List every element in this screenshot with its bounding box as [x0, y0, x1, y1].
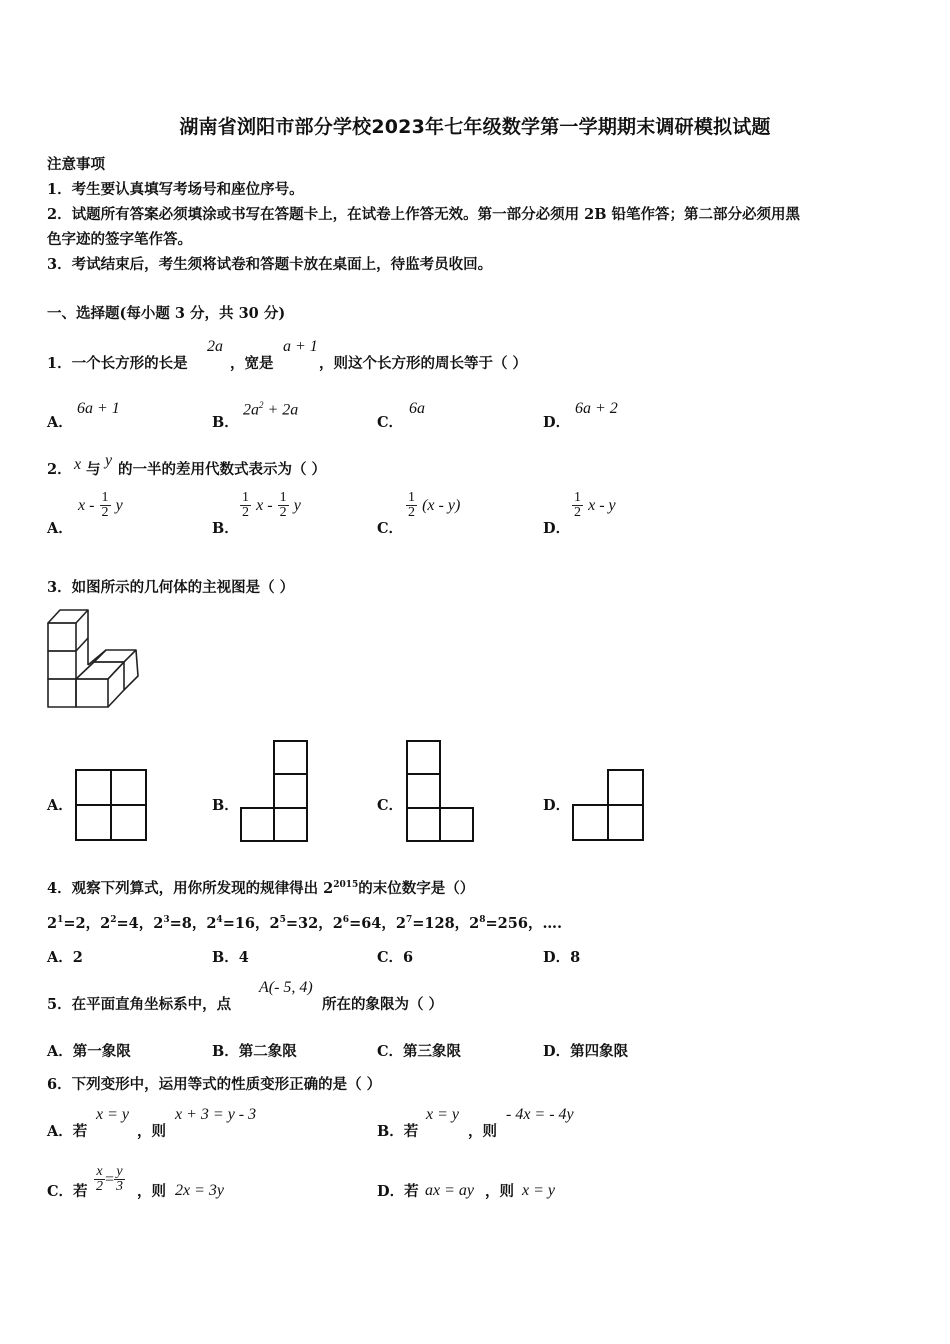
- notice-item: 1．考生要认真填写考场号和座位序号。: [47, 181, 304, 198]
- cube-face: [48, 651, 76, 679]
- q4-option-b[interactable]: B．4: [212, 949, 249, 966]
- q6-text: 6．下列变形中，运用等式的性质变形正确的是（ ）: [47, 1076, 382, 1093]
- q1-option-c-label[interactable]: C．: [377, 414, 404, 431]
- q6-option-b-result: - 4x = - 4y: [506, 1106, 574, 1123]
- q2-option-a-expr: x - $\frac{1}{2}$ y: [78, 490, 123, 520]
- square: [608, 770, 643, 805]
- q3-geometric-body-figure: [44, 604, 144, 714]
- square: [407, 774, 440, 808]
- q3-option-d-label[interactable]: D．: [543, 797, 571, 814]
- q2-text-part3: 的一半的差用代数式表示为（ ）: [118, 461, 327, 478]
- q2-text-part1: 2．: [47, 461, 72, 478]
- square: [573, 805, 608, 840]
- q1-option-b-label[interactable]: B．: [212, 414, 239, 431]
- q1-text-part2: ，宽是: [230, 355, 274, 372]
- square: [111, 805, 146, 840]
- square: [241, 808, 274, 841]
- q1-width-expr: a + 1: [283, 338, 318, 355]
- q2-var-x: x: [74, 456, 82, 473]
- square: [111, 770, 146, 805]
- q6-option-d-result: x = y: [522, 1182, 555, 1199]
- q1-option-c-expr: 6a: [409, 400, 425, 417]
- square: [407, 741, 440, 774]
- q2-option-a-label[interactable]: A．: [47, 520, 73, 537]
- q3-option-c-view[interactable]: [405, 739, 477, 845]
- page-title: 湖南省浏阳市部分学校2023年七年级数学第一学期期末调研模拟试题: [179, 116, 771, 138]
- square: [274, 741, 307, 774]
- q1-option-d-expr: 6a + 2: [575, 400, 618, 417]
- q5-option-b[interactable]: B．第二象限: [212, 1043, 297, 1060]
- square: [274, 774, 307, 808]
- q6-option-b-cond: x = y: [426, 1106, 459, 1123]
- q6-option-b-then: ，则: [468, 1123, 497, 1140]
- q2-option-b-expr: $\frac{1}{2}$ x - $\frac{1}{2}$ y: [242, 490, 301, 520]
- q5-text-part2: 所在的象限为（ ）: [322, 996, 444, 1013]
- q6-option-a-cond: x = y: [96, 1106, 129, 1123]
- cube-top: [94, 650, 136, 662]
- q4-option-c[interactable]: C．6: [377, 949, 414, 966]
- q2-option-c-label[interactable]: C．: [377, 520, 404, 537]
- q6-option-b-label[interactable]: B．若: [377, 1123, 419, 1140]
- q2-var-y: y: [105, 452, 113, 469]
- q3-option-b-label[interactable]: B．: [212, 797, 239, 814]
- q3-option-c-label[interactable]: C．: [377, 797, 404, 814]
- q1-text-part1: 1．一个长方形的长是: [47, 355, 188, 372]
- q3-text: 3．如图所示的几何体的主视图是（ ）: [47, 579, 295, 596]
- q1-option-d-label[interactable]: D．: [543, 414, 571, 431]
- q6-option-d-label[interactable]: D．若: [377, 1183, 419, 1200]
- notice-heading: 注意事项: [47, 156, 105, 173]
- cube-face: [76, 679, 108, 707]
- q3-option-a-view[interactable]: [74, 768, 150, 844]
- square: [440, 808, 473, 841]
- q6-option-c-cond: $\frac{x}{2}$ = $\frac{y}{3}$: [96, 1164, 124, 1194]
- q1-option-b-expr: $2a^2 + 2a$: [243, 400, 299, 419]
- cube-edge: [108, 662, 124, 707]
- q1-text-part3: ，则这个长方形的周长等于（ ）: [319, 355, 528, 372]
- q6-option-a-label[interactable]: A．若: [47, 1123, 88, 1140]
- notice-item: 色字迹的签字笔作答。: [47, 231, 192, 248]
- cube-edge: [108, 662, 124, 679]
- square: [76, 770, 111, 805]
- q5-option-c[interactable]: C．第三象限: [377, 1043, 462, 1060]
- q3-option-b-view[interactable]: [239, 739, 311, 845]
- q2-option-c-expr: $\frac{1}{2}$ (x - y): [408, 490, 461, 520]
- square: [274, 808, 307, 841]
- q1-option-a-label[interactable]: A．: [47, 414, 73, 431]
- q6-option-a-then: ，则: [137, 1123, 166, 1140]
- q3-option-a-label[interactable]: A．: [47, 797, 73, 814]
- q6-option-d-then: ，则: [485, 1183, 514, 1200]
- q5-option-d[interactable]: D．第四象限: [543, 1043, 629, 1060]
- q6-option-c-then: ，则: [137, 1183, 166, 1200]
- q2-option-d-label[interactable]: D．: [543, 520, 571, 537]
- cube-edge: [76, 638, 88, 651]
- section-heading: 一、选择题(每小题 3 分，共 30 分): [47, 305, 286, 322]
- q3-option-d-view[interactable]: [571, 768, 647, 844]
- cube-face: [48, 679, 76, 707]
- cube-top: [48, 610, 88, 623]
- square: [407, 808, 440, 841]
- q4-powers-sequence: $2^1=2$，$2^2=4$，$2^3=8$，$2^4=16$，$2^5=32$，$2^6=64$，$2^7=128$，$2^8=256$，….: [47, 915, 562, 932]
- square: [76, 805, 111, 840]
- q1-length-expr: 2a: [207, 338, 223, 355]
- q6-option-c-label[interactable]: C．若: [47, 1183, 88, 1200]
- q2-option-b-label[interactable]: B．: [212, 520, 239, 537]
- q2-option-d-expr: $\frac{1}{2}$ x - y: [574, 490, 616, 520]
- q4-text: 4．观察下列算式，用你所发现的规律得出 $2^{2015}$的末位数字是（）: [47, 880, 475, 897]
- q1-option-a-expr: 6a + 1: [77, 400, 120, 417]
- square: [608, 805, 643, 840]
- q6-option-d-cond: ax = ay: [425, 1182, 474, 1199]
- q4-option-d[interactable]: D．8: [543, 949, 581, 966]
- q5-text-part1: 5．在平面直角坐标系中，点: [47, 996, 232, 1013]
- q6-option-a-result: x + 3 = y - 3: [175, 1106, 257, 1123]
- notice-item: 3．考试结束后，考生须将试卷和答题卡放在桌面上，待监考员收回。: [47, 256, 493, 273]
- q4-option-a[interactable]: A．2: [47, 949, 83, 966]
- cube-face: [48, 623, 76, 651]
- q5-point: A(- 5, 4): [259, 979, 313, 996]
- q2-text-part2: 与: [86, 461, 101, 478]
- q6-option-c-result: 2x = 3y: [175, 1182, 224, 1199]
- notice-item: 2．试题所有答案必须填涂或书写在答题卡上，在试卷上作答无效。第一部分必须用 2B 铅笔作答；第二部分必须用黑: [47, 206, 801, 223]
- q5-option-a[interactable]: A．第一象限: [47, 1043, 131, 1060]
